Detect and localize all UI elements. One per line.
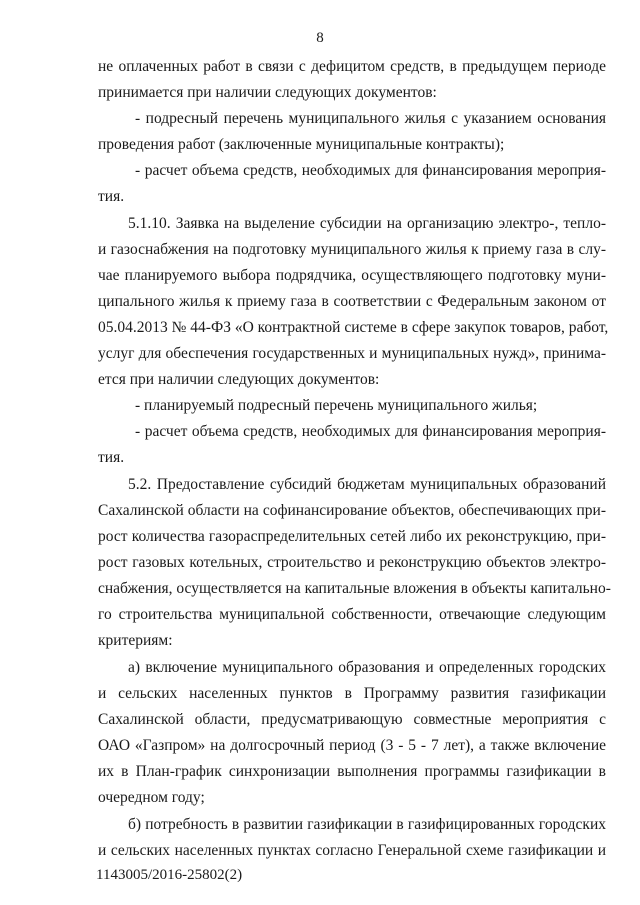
text-line: принимается при наличии следующих документов: bbox=[98, 84, 437, 101]
text-line: и сельских населенных пунктах согласно Генеральной схеме газификации и bbox=[98, 842, 606, 859]
list-item: - расчет объема средств, необходимых для финансирования мероприя- bbox=[135, 423, 606, 440]
list-item: - расчет объема средств, необходимых для финансирования мероприя- bbox=[135, 162, 606, 179]
document-footer-code: 1143005/2016-25802(2) bbox=[96, 867, 243, 883]
page-number: 8 bbox=[316, 30, 324, 46]
text-line: ОАО «Газпром» на долгосрочный период (3 - 5 - 7 лет), а также включение bbox=[98, 737, 606, 754]
paragraph-start: 5.2. Предоставление субсидий бюджетам муниципальных образований bbox=[128, 476, 606, 493]
text-line: и газоснабжения на подготовку муниципального жилья к приему газа в слу- bbox=[98, 241, 606, 258]
text-line: 05.04.2013 № 44-ФЗ «О контрактной системе в сфере закупок товаров, работ, bbox=[98, 319, 609, 336]
list-item: б) потребность в развитии газификации в газифицированных городских bbox=[128, 816, 606, 833]
text-line: рост количества газораспределительных сетей либо их реконструкцию, при- bbox=[98, 528, 606, 545]
text-line: тия. bbox=[98, 188, 125, 205]
text-line: чае планируемого выбора подрядчика, осуществляющего подготовку муни- bbox=[98, 267, 606, 284]
list-item: а) включение муниципального образования и определенных городских bbox=[128, 659, 606, 676]
text-line: снабжения, осуществляется на капитальные вложения в объекты капитально- bbox=[98, 580, 611, 597]
list-item: - планируемый подресный перечень муниципального жилья; bbox=[135, 397, 538, 414]
text-line: проведения работ (заключенные муниципальные контракты); bbox=[98, 136, 505, 153]
paragraph-start: 5.1.10. Заявка на выделение субсидии на организацию электро-, тепло- bbox=[128, 215, 606, 232]
list-item: - подресный перечень муниципального жилья с указанием основания bbox=[135, 110, 606, 127]
text-line: и сельских населенных пунктов в Программу развития газификации bbox=[98, 685, 606, 702]
text-line: их в План-график синхронизации выполнения программы газификации в bbox=[98, 763, 606, 780]
text-line: услуг для обеспечения государственных и муниципальных нужд», принима- bbox=[98, 345, 606, 362]
text-line: очередном году; bbox=[98, 789, 205, 806]
text-line: Сахалинской области на софинансирование объектов, обеспечивающих при- bbox=[98, 502, 606, 519]
text-line: ципального жилья к приему газа в соответствии с Федеральным законом от bbox=[98, 293, 606, 310]
text-line: го строительства муниципальной собственности, отвечающие следующим bbox=[98, 606, 606, 623]
text-line: тия. bbox=[98, 449, 125, 466]
text-line: Сахалинской области, предусматривающую совместные мероприятия с bbox=[98, 711, 606, 728]
text-line: ется при наличии следующих документов: bbox=[98, 371, 380, 388]
text-line: критериям: bbox=[98, 632, 173, 649]
text-line: не оплаченных работ в связи с дефицитом средств, в предыдущем периоде bbox=[98, 58, 606, 75]
text-line: рост газовых котельных, строительство и реконструкцию объектов электро- bbox=[98, 554, 606, 571]
